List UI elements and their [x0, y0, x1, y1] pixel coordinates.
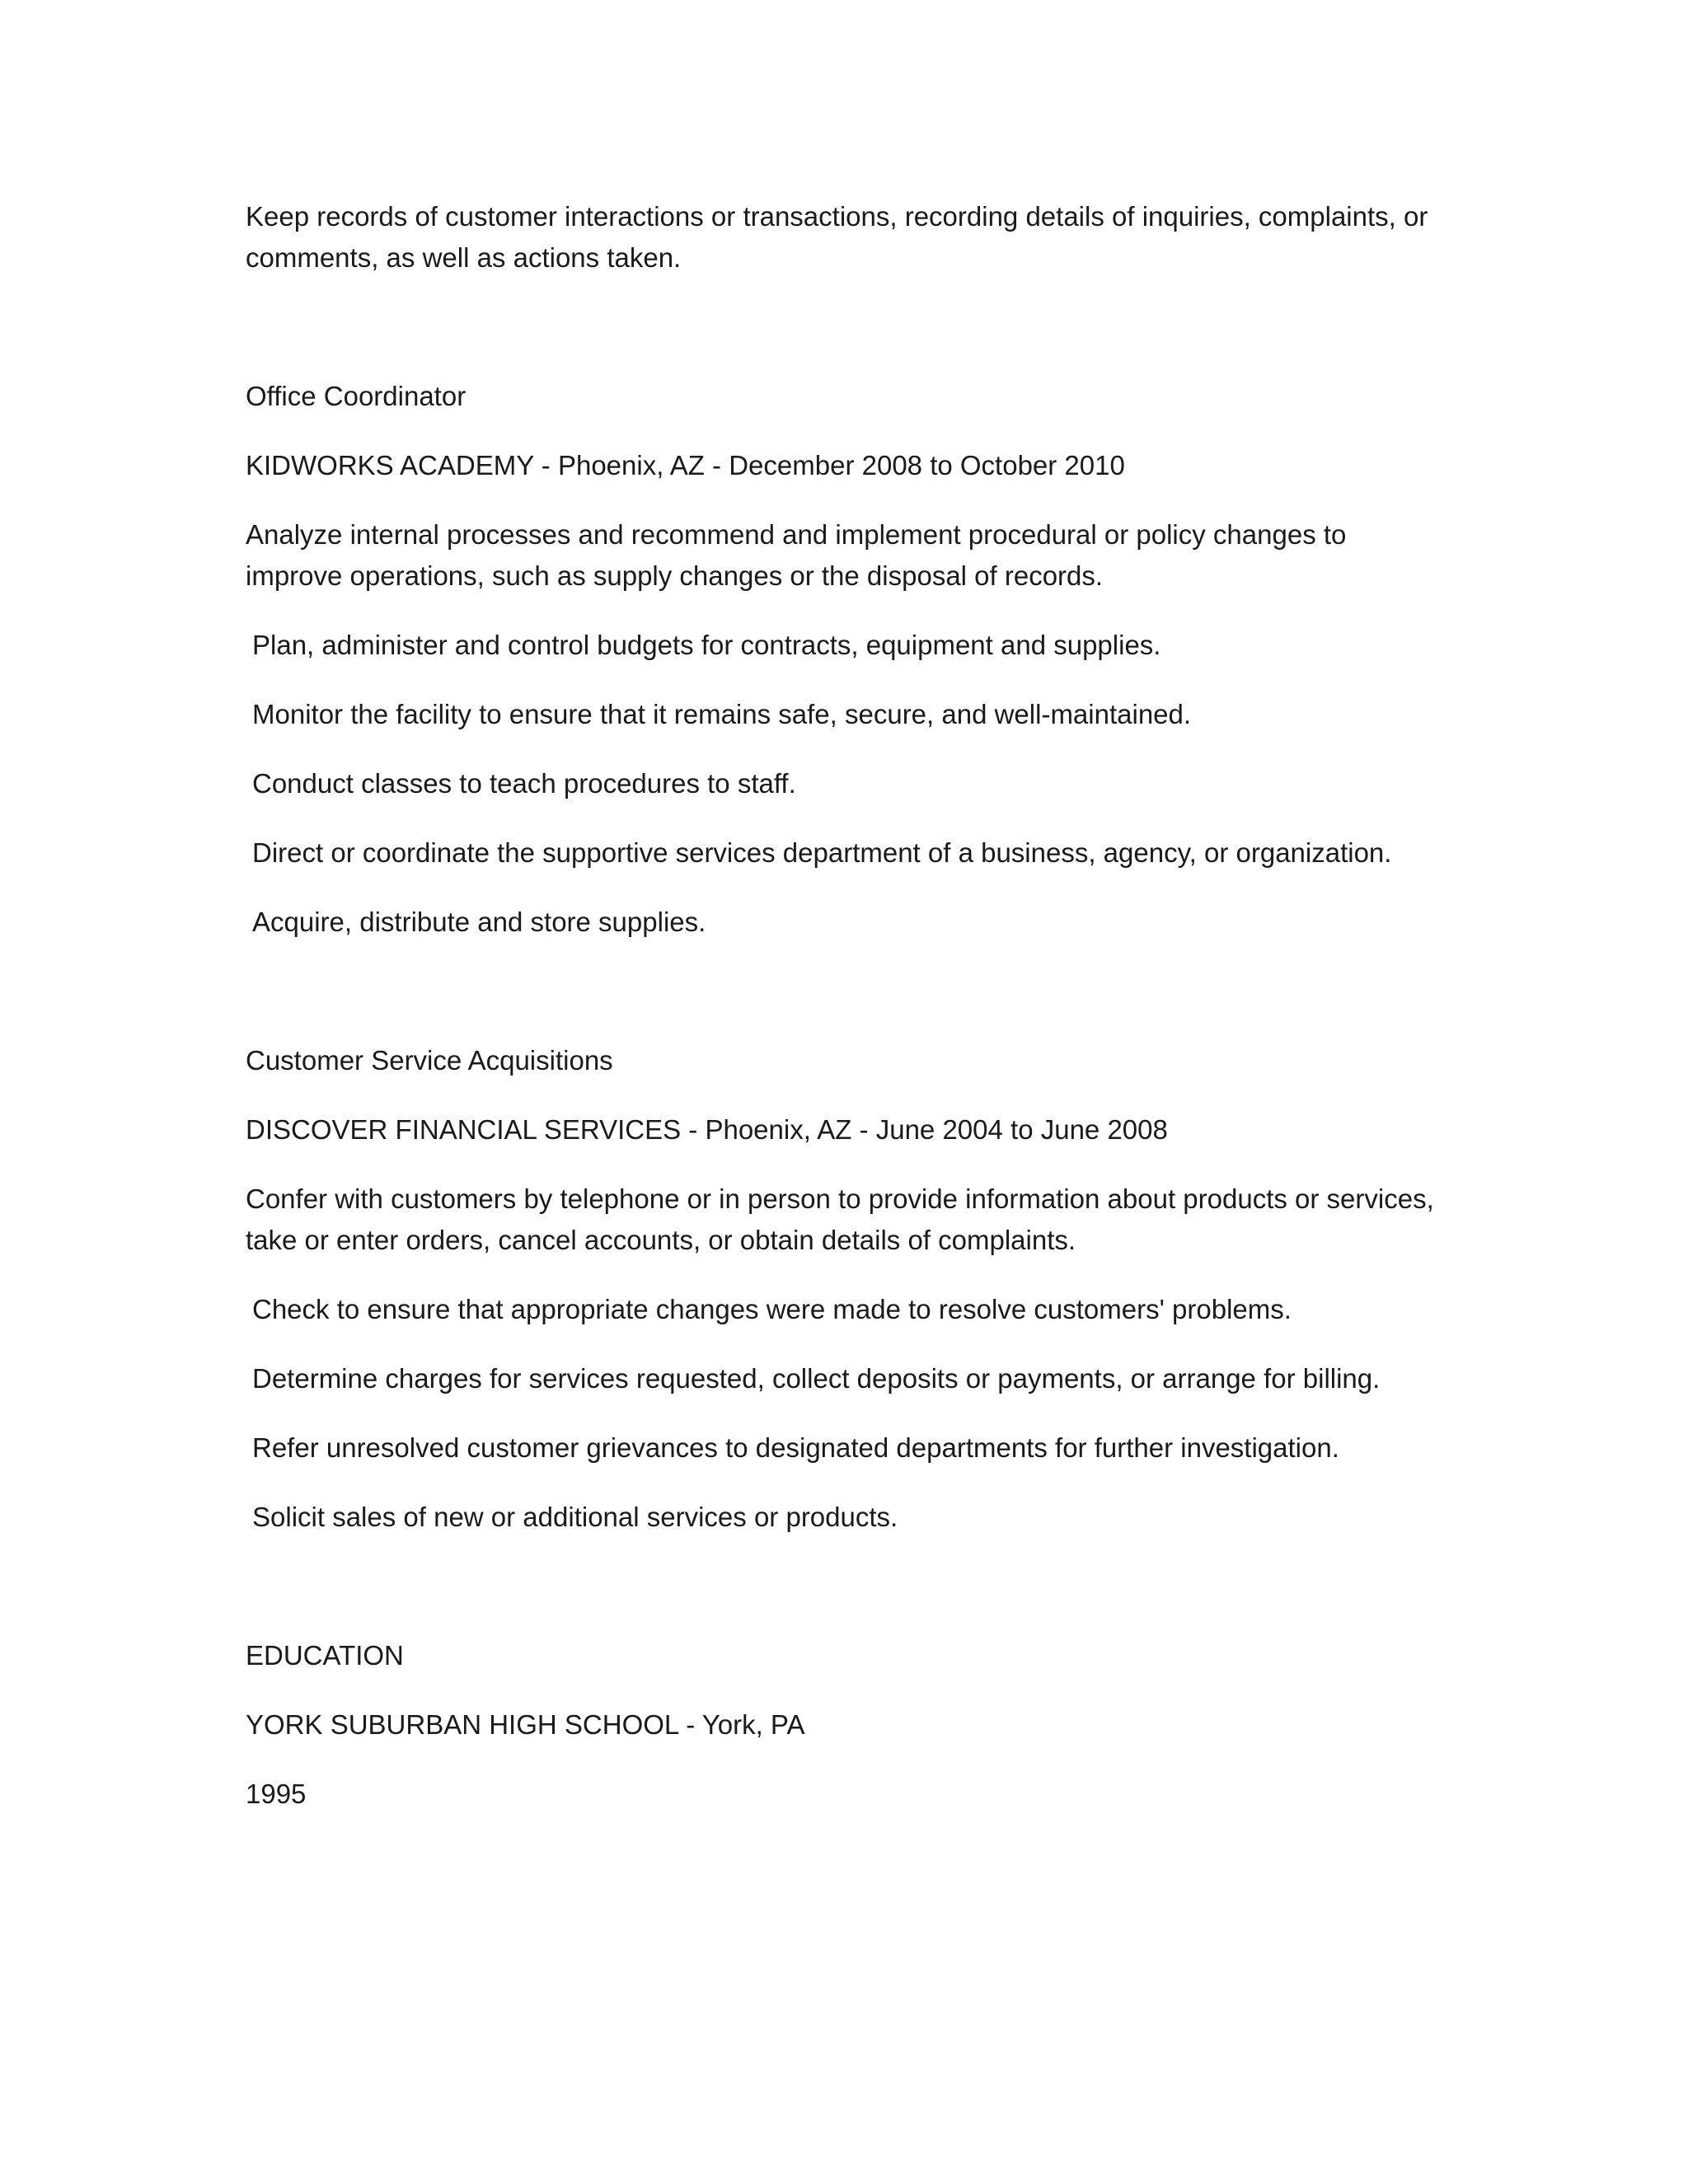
job-duty: Plan, administer and control budgets for contracts, equipment and supplies. [252, 630, 1161, 660]
job-office-coordinator [246, 376, 1449, 943]
section-spacer [246, 307, 1449, 376]
job-duty: Direct or coordinate the supportive services department of a business, agency, or organization. [252, 837, 1392, 868]
job-duty: Conduct classes to teach procedures to staff. [252, 768, 796, 799]
education-school: YORK SUBURBAN HIGH SCHOOL - York, PA [246, 1709, 805, 1740]
job-duty: Acquire, distribute and store supplies. [252, 907, 706, 937]
job-title: Office Coordinator [246, 381, 467, 411]
job-duty: Refer unresolved customer grievances to designated departments for further investigation. [252, 1432, 1339, 1463]
job-employer: DISCOVER FINANCIAL SERVICES - Phoenix, AZ - June 2004 to June 2008 [246, 1114, 1168, 1145]
education-heading: EDUCATION [246, 1640, 404, 1671]
job-duty: Analyze internal processes and recommend and implement procedural or policy changes to improve operations, such as supply changes or the disposal of records. [246, 519, 1347, 591]
job-employer: KIDWORKS ACADEMY - Phoenix, AZ - December 2008 to October 2010 [246, 450, 1125, 480]
education-year: 1995 [246, 1779, 307, 1809]
job-customer-service [246, 1040, 1449, 1538]
job-duty: Solicit sales of new or additional services or products. [252, 1502, 898, 1532]
intro-paragraph: Keep records of customer interactions or transactions, recording details of inquiries, complaints, or comments, as well as actions taken. [246, 201, 1428, 273]
job-duty: Determine charges for services requested, collect deposits or payments, or arrange for billing. [252, 1363, 1381, 1394]
education-section [246, 1635, 1449, 1815]
job-duty: Check to ensure that appropriate changes were made to resolve customers' problems. [252, 1294, 1292, 1324]
resume-content [246, 196, 1449, 1843]
job-title: Customer Service Acquisitions [246, 1045, 613, 1076]
section-spacer [246, 971, 1449, 1040]
section-spacer [246, 1566, 1449, 1635]
job-duty: Monitor the facility to ensure that it remains safe, secure, and well-maintained. [252, 699, 1192, 729]
job-duty: Confer with customers by telephone or in person to provide information about products or services, take or enter orders, cancel accounts, or obtain details of complaints. [246, 1183, 1434, 1255]
